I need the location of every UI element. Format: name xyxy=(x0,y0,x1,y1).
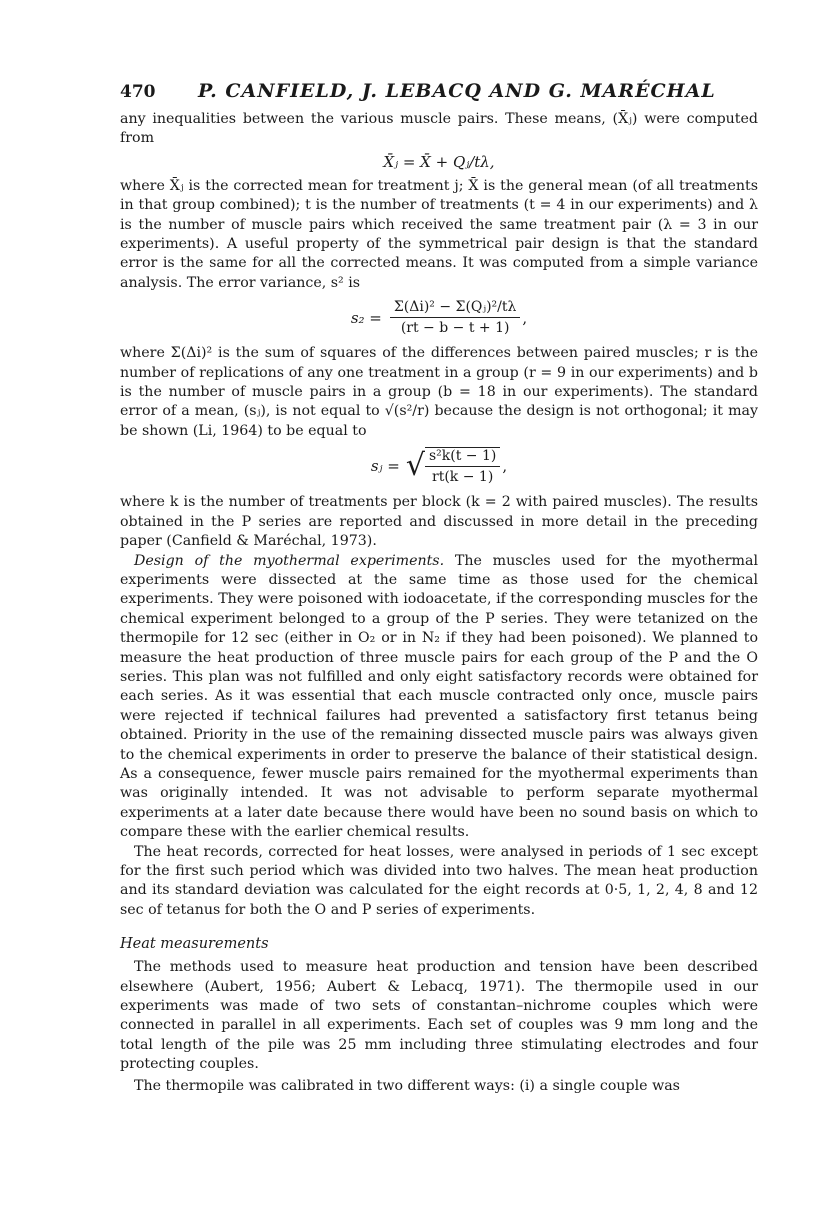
equation-lhs: sⱼ = xyxy=(370,457,400,476)
fraction-numerator: Σ(Δi)² − Σ(Qⱼ)²/tλ xyxy=(390,299,520,318)
paragraph: where k is the number of treatments per block (k = 2 with paired muscles). The results obtained in the P series are reported and discussed in more detail in the preceding paper (Canfield & Maréchal, 1973). xyxy=(120,494,758,550)
square-root-icon: √ xyxy=(405,448,425,484)
paragraph-body: The muscles used for the myothermal experiments were dissected at the same time as those used for the chemical experiments. They were poisoned with iodoacetate, if the corresponding muscles for the chemical experiment belonged to a group of the P series. They were tetanized on the thermopile for 12 sec (either in O₂ or in N₂ if they had been poisoned). We planned to measure the heat production of three muscle pairs for each group of the P and the O series. This plan was not fulfilled and only eight satisfactory records were obtained for each series. As it was essential that each muscle contracted only once, muscle pairs were rejected if technical failures had prevented a satisfactory first tetanus being obtained. Priority in the use of the remaining dissected muscle pairs was always given to the chemical experiments in order to preserve the balance of their statistical design. As a consequence, fewer muscle pairs remained for the myothermal experiments than was originally intended. It was not advisable to perform separate myothermal experiments at a later date because there would have been no sound basis on which to compare these with the earlier chemical results. xyxy=(120,552,758,841)
equation-lhs: s₂ = xyxy=(350,308,382,327)
equation-tail: , xyxy=(502,457,508,476)
equation-tail: , xyxy=(522,308,528,327)
author-header: P. CANFIELD, J. LEBACQ AND G. MARÉCHAL xyxy=(198,80,716,102)
paragraph: The thermopile was calibrated in two different ways: (i) a single couple was xyxy=(134,1077,680,1094)
page xyxy=(120,80,758,1096)
equation-corrected-mean: X̄ⱼ = X̄ + Qⱼ/tλ, xyxy=(383,152,495,171)
equation-standard-error xyxy=(120,447,758,485)
fraction-denominator: (rt − b − t + 1) xyxy=(400,320,510,337)
paragraph-run-in-title: Design of the myothermal experiments. xyxy=(134,552,445,569)
paragraph-design xyxy=(120,552,758,843)
paragraph: The methods used to measure heat production and tension have been described elsewhere (Aubert, 1956; Aubert & Lebacq, 1971). The thermopile used in our experiments was made of two sets of constantan–nichrome couples which were connected in parallel in all experiments. Each set of couples was 9 mm long and the total length of the pile was 25 mm including three stimulating electrodes and four protecting couples. xyxy=(120,959,758,1073)
fraction-numerator: s²k(t − 1) xyxy=(425,448,500,467)
paragraph: The heat records, corrected for heat losses, were analysed in periods of 1 sec except for the first such period which was divided into two halves. The mean heat production and its standard deviation was calculated for the eight records at 0·5, 1, 2, 4, 8 and 12 sec of tetanus for both the O and P series of experiments. xyxy=(120,843,758,918)
equation-error-variance xyxy=(120,299,758,336)
section-heading: Heat measurements xyxy=(120,936,269,953)
fraction xyxy=(390,299,520,336)
fraction xyxy=(425,447,500,485)
paragraph: where X̄ⱼ is the corrected mean for treatment j; X̄ is the general mean (of all treatments in that group combined); t is the number of treatments (t = 4 in our experiments) and λ is the number of muscle pairs which received the same treatment pair (λ = 3 in our experiments). A useful property of the symmetrical pair design is that the standard error is the same for all the corrected means. It was computed from a simple variance analysis. The error variance, s² is xyxy=(120,177,758,291)
paragraph: any inequalities between the various muscle pairs. These means, (X̄ⱼ) were computed from xyxy=(120,111,758,147)
fraction-denominator: rt(k − 1) xyxy=(432,469,494,486)
paragraph: where Σ(Δi)² is the sum of squares of the differences between paired muscles; r is the number of replications of any one treatment in a group (r = 9 in our experiments) and b is the number of muscle pairs in a group (b = 18 in our experiments). The standard error of a mean, (sⱼ), is not equal to √(s²/r) because the design is not orthogonal; it may be shown (Li, 1964) to be equal to xyxy=(120,345,758,439)
running-header xyxy=(120,80,758,102)
page-number: 470 xyxy=(120,82,156,102)
